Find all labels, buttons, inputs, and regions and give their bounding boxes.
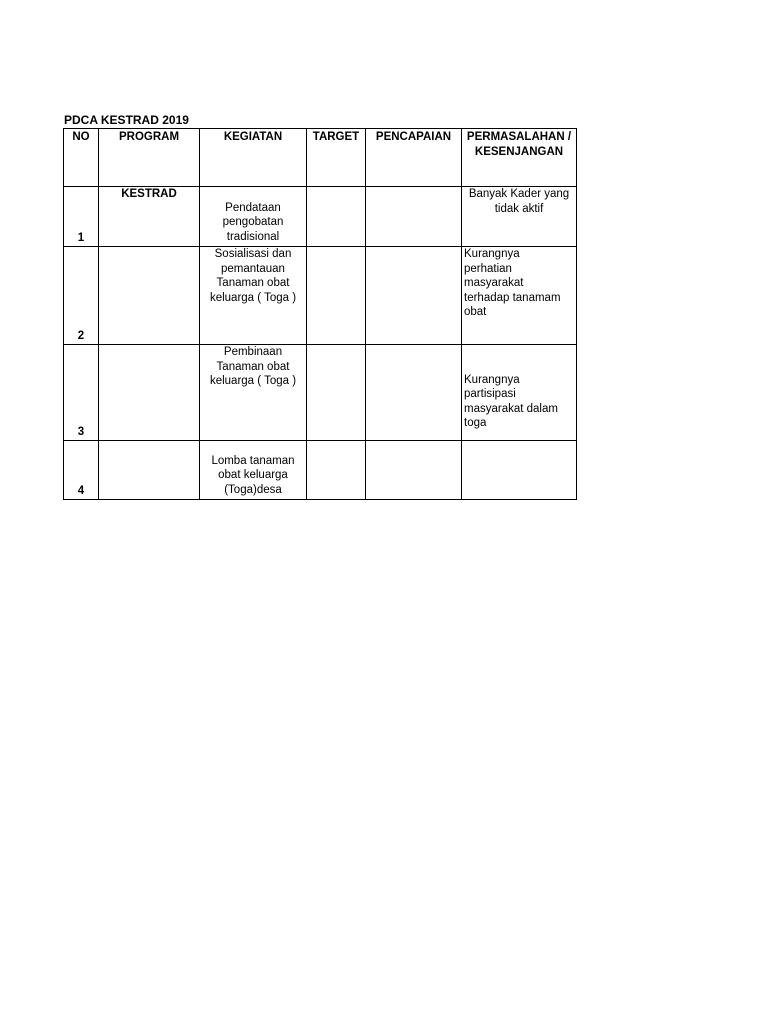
- cell-program: [99, 441, 200, 500]
- table-row: [64, 187, 577, 247]
- cell-pencapaian: [366, 345, 462, 441]
- header-kegiatan: KEGIATAN: [200, 129, 307, 187]
- header-no: NO: [64, 129, 99, 187]
- cell-target: [307, 187, 366, 247]
- cell-permasalahan: [462, 441, 577, 500]
- cell-no: 1: [64, 187, 99, 247]
- table-row: [64, 441, 577, 500]
- header-permasalahan: PERMASALAHAN / KESENJANGAN: [462, 129, 577, 187]
- cell-kegiatan: Sosialisasi dan pemantauan Tanaman obat keluarga ( Toga ): [200, 247, 307, 345]
- cell-program: KESTRAD: [99, 187, 200, 247]
- cell-kegiatan: Lomba tanaman obat keluarga (Toga)desa: [200, 441, 307, 500]
- cell-permasalahan: Kurangnya perhatian masyarakat terhadap tanamam obat: [462, 247, 577, 345]
- cell-program: [99, 345, 200, 441]
- pdca-table: [63, 128, 577, 500]
- cell-program: [99, 247, 200, 345]
- cell-no: 3: [64, 345, 99, 441]
- table-header-row: [64, 129, 577, 187]
- table-row: [64, 345, 577, 441]
- cell-permasalahan: Kurangnya partisipasi masyarakat dalam toga: [462, 345, 577, 441]
- cell-pencapaian: [366, 247, 462, 345]
- cell-no: 2: [64, 247, 99, 345]
- cell-permasalahan: Banyak Kader yang tidak aktif: [462, 187, 577, 247]
- cell-pencapaian: [366, 441, 462, 500]
- cell-kegiatan: Pendataan pengobatan tradisional: [200, 187, 307, 247]
- header-pencapaian: PENCAPAIAN: [366, 129, 462, 187]
- cell-target: [307, 247, 366, 345]
- cell-target: [307, 441, 366, 500]
- table-row: [64, 247, 577, 345]
- header-target: TARGET: [307, 129, 366, 187]
- header-program: PROGRAM: [99, 129, 200, 187]
- document-title: PDCA KESTRAD 2019: [64, 113, 189, 127]
- cell-no: 4: [64, 441, 99, 500]
- cell-target: [307, 345, 366, 441]
- cell-pencapaian: [366, 187, 462, 247]
- cell-kegiatan: Pembinaan Tanaman obat keluarga ( Toga ): [200, 345, 307, 441]
